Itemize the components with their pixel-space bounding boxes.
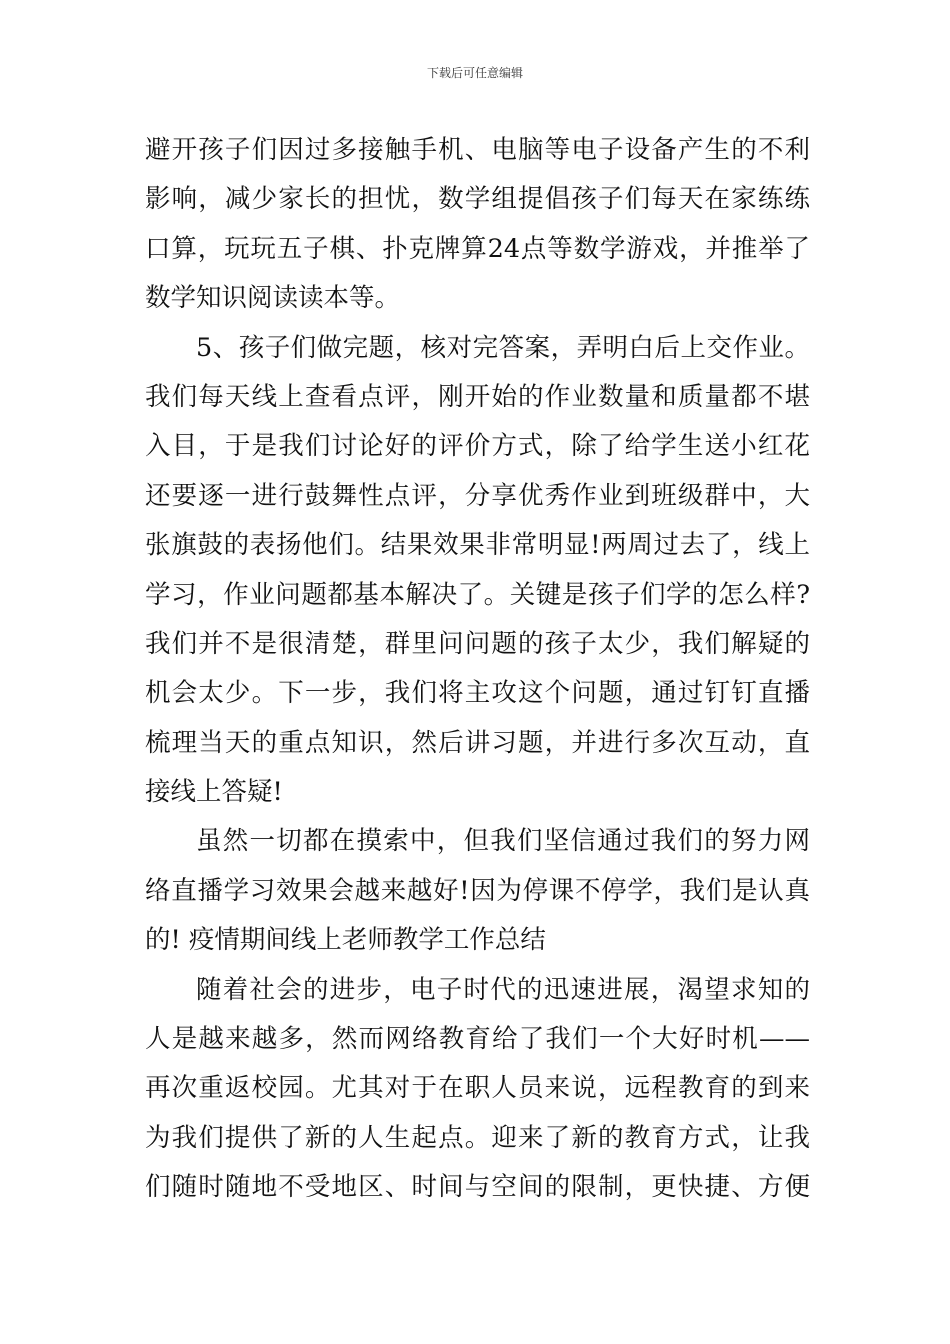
text-line: 梳理当天的重点知识，然后讲习题，并进行多次互动，直 (145, 727, 810, 758)
page-header: 下载后可任意编辑 (426, 66, 523, 80)
text-line: 影响，减少家长的担忧，数学组提倡孩子们每天在家练练 (145, 184, 810, 215)
text-line: 的! 疫情期间线上老师教学工作总结 (145, 925, 546, 956)
text-line: 接线上答疑! (145, 777, 283, 808)
text-line: 还要逐一进行鼓舞性点评，分享优秀作业到班级群中，大 (145, 480, 810, 511)
text-line: 再次重返校园。尤其对于在职人员来说，远程教育的到来 (145, 1073, 810, 1104)
text-line: 我们并不是很清楚，群里问问题的孩子太少，我们解疑的 (145, 628, 810, 659)
text-line: 入目，于是我们讨论好的评价方式，除了给学生送小红花 (145, 431, 810, 462)
text-line: 口算，玩玩五子棋、扑克牌算24点等数学游戏，并推举了 (145, 233, 810, 264)
text-line: 为我们提供了新的人生起点。迎来了新的教育方式，让我 (145, 1122, 810, 1153)
text-line: 随着社会的进步，电子时代的迅速进展，渴望求知的 (196, 974, 810, 1005)
text-line: 5、孩子们做完题，核对完答案，弄明白后上交作业。 (196, 332, 810, 363)
text-line: 数学知识阅读读本等。 (145, 283, 401, 314)
text-line: 们随时随地不受地区、时间与空间的限制，更快捷、方便 (145, 1172, 810, 1203)
text-line: 学习，作业问题都基本解决了。关键是孩子们学的怎么样? (145, 579, 810, 610)
text-line: 避开孩子们因过多接触手机、电脑等电子设备产生的不利 (145, 135, 810, 165)
text-line: 我们每天线上查看点评，刚开始的作业数量和质量都不堪 (145, 381, 810, 412)
text-line: 虽然一切都在摸索中，但我们坚信通过我们的努力网 (196, 826, 810, 857)
body-text (145, 126, 810, 1213)
text-line: 机会太少。下一步，我们将主攻这个问题，通过钉钉直播 (145, 678, 810, 709)
text-line: 络直播学习效果会越来越好!因为停课不停学，我们是认真 (145, 875, 810, 906)
text-line: 张旗鼓的表扬他们。结果效果非常明显!两周过去了，线上 (145, 530, 810, 561)
text-line: 人是越来越多，然而网络教育给了我们一个大好时机—— (145, 1024, 810, 1055)
